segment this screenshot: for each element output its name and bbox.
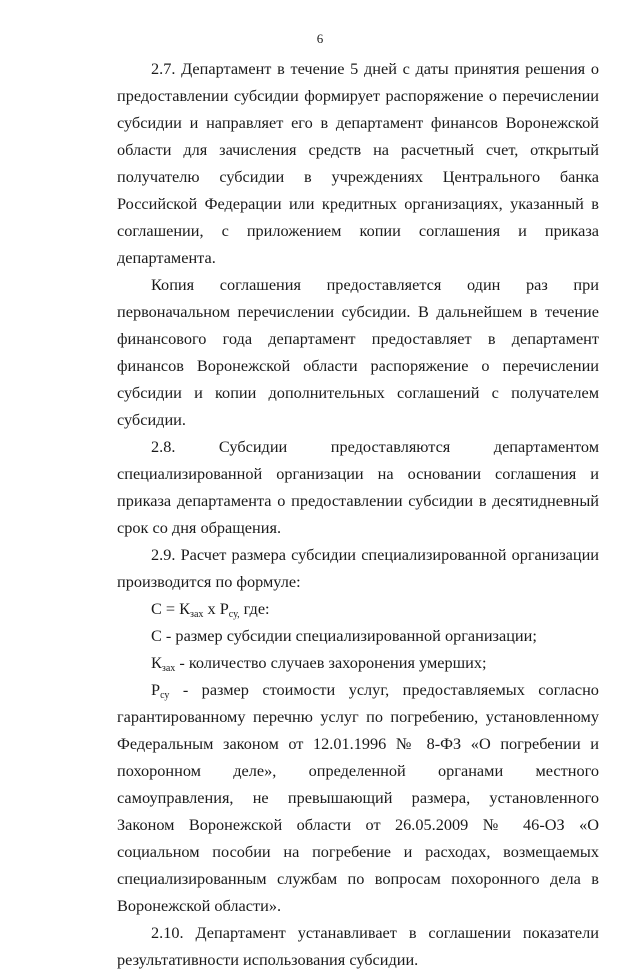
def-p-w3: стоимости bbox=[262, 680, 336, 699]
formula-x: х Р bbox=[203, 599, 229, 618]
page-number: 6 bbox=[316, 31, 324, 46]
formula-k-sub: зах bbox=[190, 609, 204, 620]
def-p-symbol bbox=[151, 676, 169, 703]
paragraph-2-9: 2.9. Расчет размера субсидии специализированной организации производится по формуле: bbox=[117, 545, 599, 591]
formula-p-sub: су, bbox=[228, 609, 240, 620]
def-p-w5: предоставляемых bbox=[402, 680, 525, 699]
definition-k bbox=[117, 649, 599, 676]
paragraph-2-7: 2.7. Департамент в течение 5 дней с даты принятия решения о предоставлении субсидии формирует распоряжение о перечислении субсидии и направляет его в департамент финансов Воронежской области для зачисления средств на расчетный счет, открытый получателю субсидии в учреждениях Центрального банка Российской Федерации или кредитных организациях, указанный в соглашении, с приложением копии соглашения и приказа департамента. bbox=[117, 59, 599, 267]
definition-c: С - размер субсидии специализированной организации; bbox=[151, 626, 537, 645]
document-body bbox=[117, 55, 599, 973]
definition-p-rest: гарантированному перечню услуг по погребению, установленному Федеральным законом от 12.01.1996 № 8-ФЗ «О погребении и похоронном деле», определенной органами местного самоуправления, не превышающий размера, установленного Законом Воронежской области от 26.05.2009 № 46-ОЗ «О социальном пособии на погребение и расходах, возмещаемых специализированным службам по вопросам похоронного дела в Воронежской области». bbox=[117, 707, 599, 915]
def-p-w4: услуг, bbox=[348, 680, 390, 699]
paragraph-2-7-copy: Копия соглашения предоставляется один раз при первоначальном перечислении субсидии. В дальнейшем в течение финансового года департамент предоставляет в департамент финансов Воронежской области распоряжение о перечислении субсидии и копии дополнительных соглашений с получателем субсидии. bbox=[117, 275, 599, 429]
paragraph-2-8: 2.8. Субсидии предоставляются департаментом специализированной организации на основании соглашения и приказа департамента о предоставлении субсидии в десятидневный срок со дня обращения. bbox=[117, 437, 599, 537]
paragraph-2-10: 2.10. Департамент устанавливает в соглашении показатели результативности использования субсидии. bbox=[117, 923, 599, 969]
def-p-sub: су bbox=[160, 690, 170, 701]
def-p-w2: размер bbox=[201, 680, 249, 699]
formula-c: С = К bbox=[151, 599, 191, 618]
def-k-text: - количество случаев захоронения умерших; bbox=[175, 653, 487, 672]
formula bbox=[117, 595, 599, 622]
formula-tail: где: bbox=[239, 599, 270, 618]
def-p-letter: Р bbox=[151, 680, 161, 699]
def-k-symbol: К bbox=[151, 653, 162, 672]
def-p-w6: согласно bbox=[538, 680, 599, 699]
def-p-w1: - bbox=[182, 680, 189, 699]
definition-p-first-line bbox=[117, 676, 599, 703]
def-k-sub: зах bbox=[161, 663, 176, 674]
